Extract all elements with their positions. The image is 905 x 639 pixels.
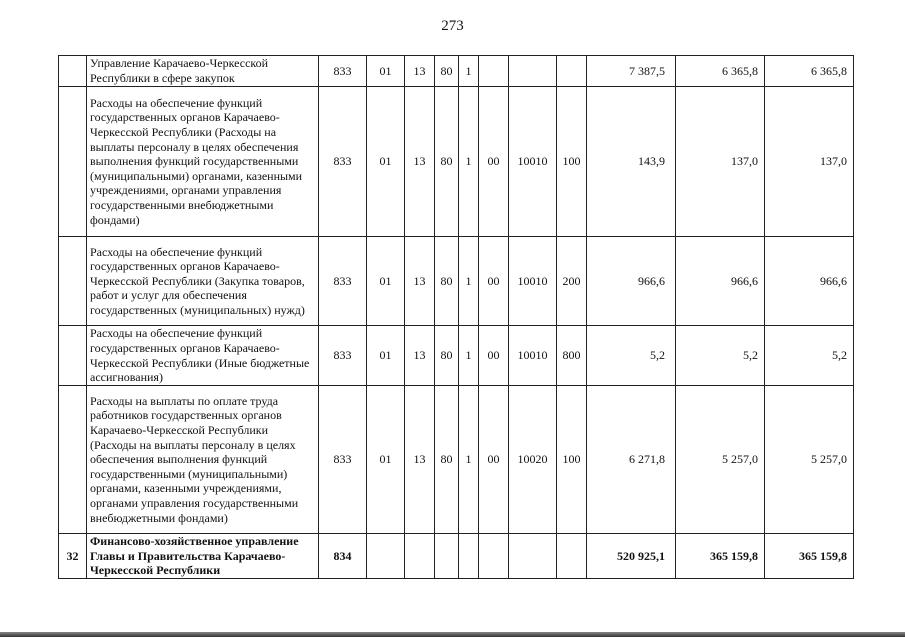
direction-code: 10020: [509, 386, 557, 534]
amount-year-2: 966,6: [676, 237, 765, 326]
program-code: [435, 534, 459, 579]
section-code: 01: [367, 56, 405, 87]
expense-type-code: 800: [557, 326, 587, 386]
amount-year-3: 137,0: [765, 87, 854, 237]
item-name: Расходы на обеспечение функций государственных органов Карачаево-Черкесской Республики (Расходы на выплаты персоналу в целях обеспечения выполнения функций государственными (муниципальными) органами, казенными учреждениями, органами управления государственными внебюджетными фондами): [87, 87, 319, 237]
budget-table: [58, 55, 854, 579]
item-name: Расходы на обеспечение функций государственных органов Карачаево-Черкесской Республики (Иные бюджетные ассигнования): [87, 326, 319, 386]
page-number: 273: [441, 18, 464, 34]
subprogram-code: 1: [459, 386, 479, 534]
amount-year-1: 143,9: [587, 87, 676, 237]
item-name: Управление Карачаево-Черкесской Республики в сфере закупок: [87, 56, 319, 87]
amount-year-3: 6 365,8: [765, 56, 854, 87]
main-event-code: 00: [479, 87, 509, 237]
item-name: Расходы на обеспечение функций государственных органов Карачаево-Черкесской Республики (Закупка товаров, работ и услуг для обеспечения государственных (муниципальных) нужд): [87, 237, 319, 326]
subsection-code: 13: [405, 386, 435, 534]
expense-type-code: [557, 534, 587, 579]
direction-code: 10010: [509, 237, 557, 326]
direction-code: [509, 534, 557, 579]
section-code: 01: [367, 326, 405, 386]
amount-year-3: 5 257,0: [765, 386, 854, 534]
subsection-code: [405, 534, 435, 579]
row-number: [59, 237, 87, 326]
row-number: 32: [59, 534, 87, 579]
table-row: [59, 534, 854, 579]
ministry-code: 833: [319, 326, 367, 386]
program-code: 80: [435, 87, 459, 237]
scan-edge: [0, 632, 905, 637]
program-code: 80: [435, 386, 459, 534]
direction-code: [509, 56, 557, 87]
program-code: 80: [435, 237, 459, 326]
main-event-code: 00: [479, 326, 509, 386]
table-row: [59, 386, 854, 534]
section-code: [367, 534, 405, 579]
ministry-code: 833: [319, 237, 367, 326]
subprogram-code: 1: [459, 237, 479, 326]
amount-year-1: 5,2: [587, 326, 676, 386]
row-number: [59, 56, 87, 87]
subsection-code: 13: [405, 237, 435, 326]
amount-year-3: 5,2: [765, 326, 854, 386]
row-number: [59, 326, 87, 386]
ministry-code: 833: [319, 87, 367, 237]
amount-year-2: 137,0: [676, 87, 765, 237]
expense-type-code: 100: [557, 386, 587, 534]
main-event-code: 00: [479, 386, 509, 534]
subprogram-code: 1: [459, 56, 479, 87]
amount-year-3: 966,6: [765, 237, 854, 326]
table-row: [59, 237, 854, 326]
row-number: [59, 87, 87, 237]
program-code: 80: [435, 56, 459, 87]
direction-code: 10010: [509, 87, 557, 237]
table-row: [59, 87, 854, 237]
subsection-code: 13: [405, 326, 435, 386]
program-code: 80: [435, 326, 459, 386]
table-row: [59, 326, 854, 386]
section-code: 01: [367, 386, 405, 534]
subprogram-code: 1: [459, 87, 479, 237]
amount-year-2: 6 365,8: [676, 56, 765, 87]
ministry-code: 834: [319, 534, 367, 579]
ministry-code: 833: [319, 56, 367, 87]
amount-year-1: 520 925,1: [587, 534, 676, 579]
direction-code: 10010: [509, 326, 557, 386]
expense-type-code: [557, 56, 587, 87]
subprogram-code: 1: [459, 326, 479, 386]
item-name: Финансово-хозяйственное управление Главы и Правительства Карачаево-Черкесской Республики: [87, 534, 319, 579]
amount-year-2: 365 159,8: [676, 534, 765, 579]
subprogram-code: [459, 534, 479, 579]
main-event-code: [479, 534, 509, 579]
table-row: [59, 56, 854, 87]
section-code: 01: [367, 87, 405, 237]
item-name: Расходы на выплаты по оплате труда работников государственных органов Карачаево-Черкесской Республики (Расходы на выплаты персоналу в целях обеспечения выполнения функций государственными (муниципальными) органами, казенными учреждениями, органами управления государственными внебюджетными фондами): [87, 386, 319, 534]
amount-year-1: 966,6: [587, 237, 676, 326]
amount-year-1: 7 387,5: [587, 56, 676, 87]
amount-year-1: 6 271,8: [587, 386, 676, 534]
amount-year-3: 365 159,8: [765, 534, 854, 579]
row-number: [59, 386, 87, 534]
main-event-code: 00: [479, 237, 509, 326]
main-event-code: [479, 56, 509, 87]
subsection-code: 13: [405, 56, 435, 87]
subsection-code: 13: [405, 87, 435, 237]
expense-type-code: 200: [557, 237, 587, 326]
ministry-code: 833: [319, 386, 367, 534]
amount-year-2: 5,2: [676, 326, 765, 386]
amount-year-2: 5 257,0: [676, 386, 765, 534]
expense-type-code: 100: [557, 87, 587, 237]
section-code: 01: [367, 237, 405, 326]
